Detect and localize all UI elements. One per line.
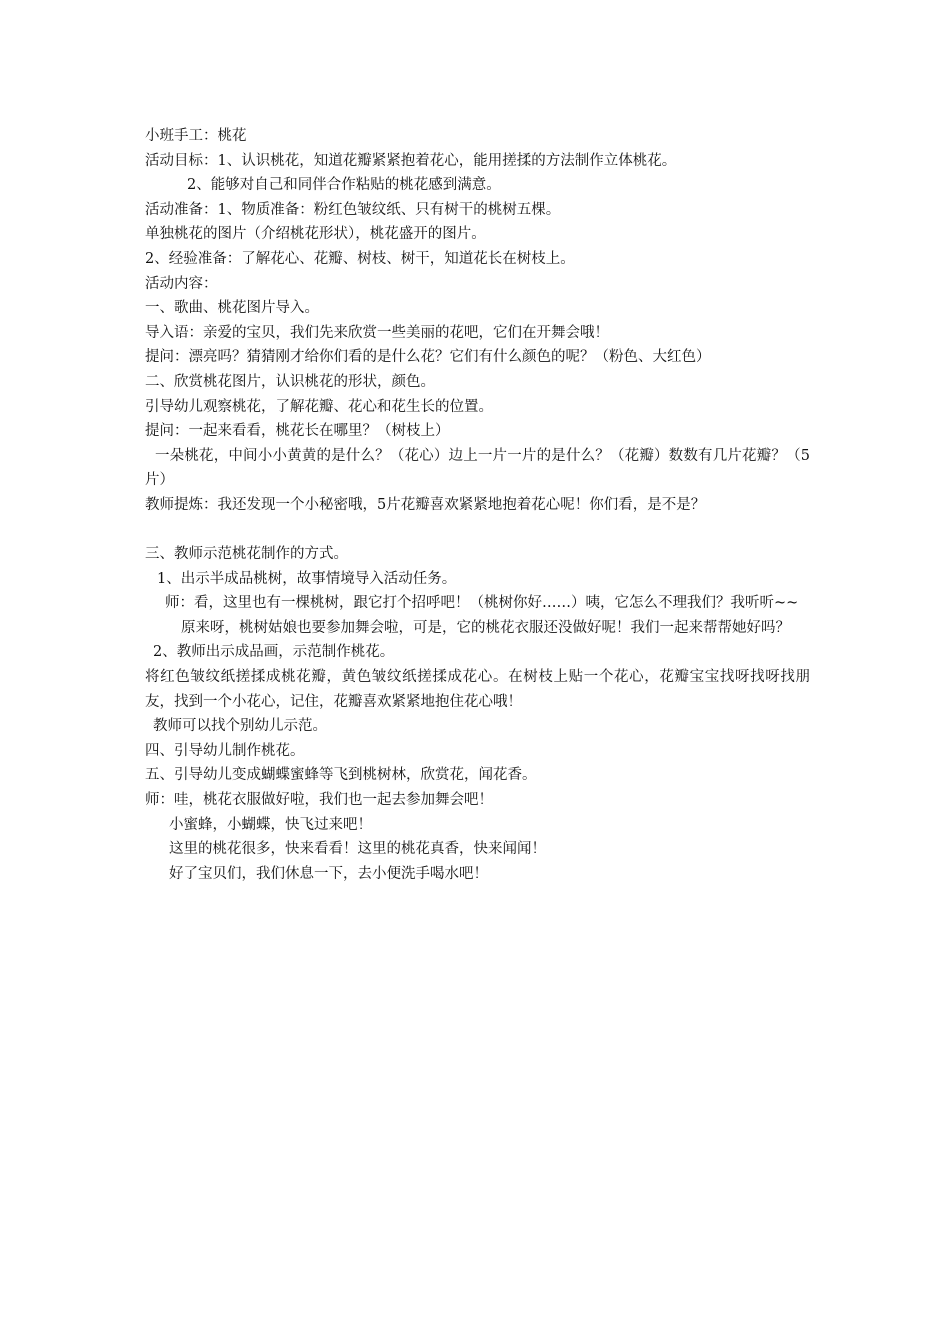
section-heading: 五、引导幼儿变成蝴蝶蜜蜂等飞到桃树林，欣赏花，闻花香。 bbox=[145, 767, 537, 784]
text-line: 师：哇，桃花衣服做好啦，我们也一起去参加舞会吧！ bbox=[145, 792, 493, 809]
document-body bbox=[145, 124, 810, 886]
text-line: 提问：一起来看看，桃花长在哪里？（树枝上） bbox=[145, 423, 450, 440]
text-line: 活动目标：1、认识桃花，知道花瓣紧紧抱着花心，能用搓揉的方法制作立体桃花。 bbox=[145, 152, 677, 169]
section-heading: 四、引导幼儿制作桃花。 bbox=[145, 742, 305, 759]
text-line: 2、教师出示成品画，示范制作桃花。 bbox=[153, 644, 395, 661]
text-line: 好了宝贝们，我们休息一下，去小便洗手喝水吧！ bbox=[169, 865, 488, 882]
text-line: 提问：漂亮吗？猜猜刚才给你们看的是什么花？它们有什么颜色的呢？（粉色、大红色） bbox=[145, 349, 711, 366]
text-line: 2、经验准备：了解花心、花瓣、树枝、树干，知道花长在树枝上。 bbox=[145, 250, 575, 267]
text-paragraph: 一朵桃花，中间小小黄黄的是什么？（花心）边上一片一片的是什么？（花瓣）数数有几片花瓣？（5片） bbox=[145, 447, 810, 489]
text-line: 这里的桃花很多，快来看看！这里的桃花真香，快来闻闻！ bbox=[169, 841, 546, 858]
text-line: 导入语：亲爱的宝贝，我们先来欣赏一些美丽的花吧，它们在开舞会哦！ bbox=[145, 324, 609, 341]
text-line: 小蜜蜂，小蝴蝶，快飞过来吧！ bbox=[169, 816, 372, 833]
document-title: 小班手工：桃花 bbox=[145, 128, 247, 144]
text-line: 2、能够对自己和同伴合作粘贴的桃花感到满意。 bbox=[187, 177, 501, 194]
blank-line bbox=[145, 518, 810, 543]
text-paragraph: 将红色皱纹纸搓揉成桃花瓣，黄色皱纹纸搓揉成花心。在树枝上贴一个花心，花瓣宝宝找呀找呀找朋友，找到一个小花心，记住，花瓣喜欢紧紧地抱住花心哦！ bbox=[145, 669, 810, 710]
text-line: 教师提炼：我还发现一个小秘密哦，5片花瓣喜欢紧紧地抱着花心呢！你们看，是不是？ bbox=[145, 496, 706, 513]
text-line: 教师可以找个别幼儿示范。 bbox=[153, 718, 327, 735]
text-paragraph: 原来呀，桃树姑娘也要参加舞会啦，可是，它的桃花衣服还没做好呢！我们一起来帮帮她好吗？ bbox=[181, 619, 790, 636]
section-heading: 二、欣赏桃花图片，认识桃花的形状，颜色。 bbox=[145, 373, 435, 390]
text-line: 活动准备：1、物质准备：粉红色皱纹纸、只有树干的桃树五棵。 bbox=[145, 201, 561, 218]
text-line: 引导幼儿观察桃花，了解花瓣、花心和花生长的位置。 bbox=[145, 398, 493, 415]
text-line: 单独桃花的图片（介绍桃花形状），桃花盛开的图片。 bbox=[145, 226, 486, 243]
section-heading: 活动内容： bbox=[145, 275, 218, 292]
section-heading: 三、教师示范桃花制作的方式。 bbox=[145, 546, 348, 563]
section-heading: 一、歌曲、桃花图片导入。 bbox=[145, 300, 319, 317]
text-paragraph: 师：看，这里也有一棵桃树，跟它打个招呼吧！（桃树你好……）咦，它怎么不理我们？我听听~~ bbox=[165, 595, 799, 612]
text-line: 1、出示半成品桃树，故事情境导入活动任务。 bbox=[157, 570, 457, 587]
